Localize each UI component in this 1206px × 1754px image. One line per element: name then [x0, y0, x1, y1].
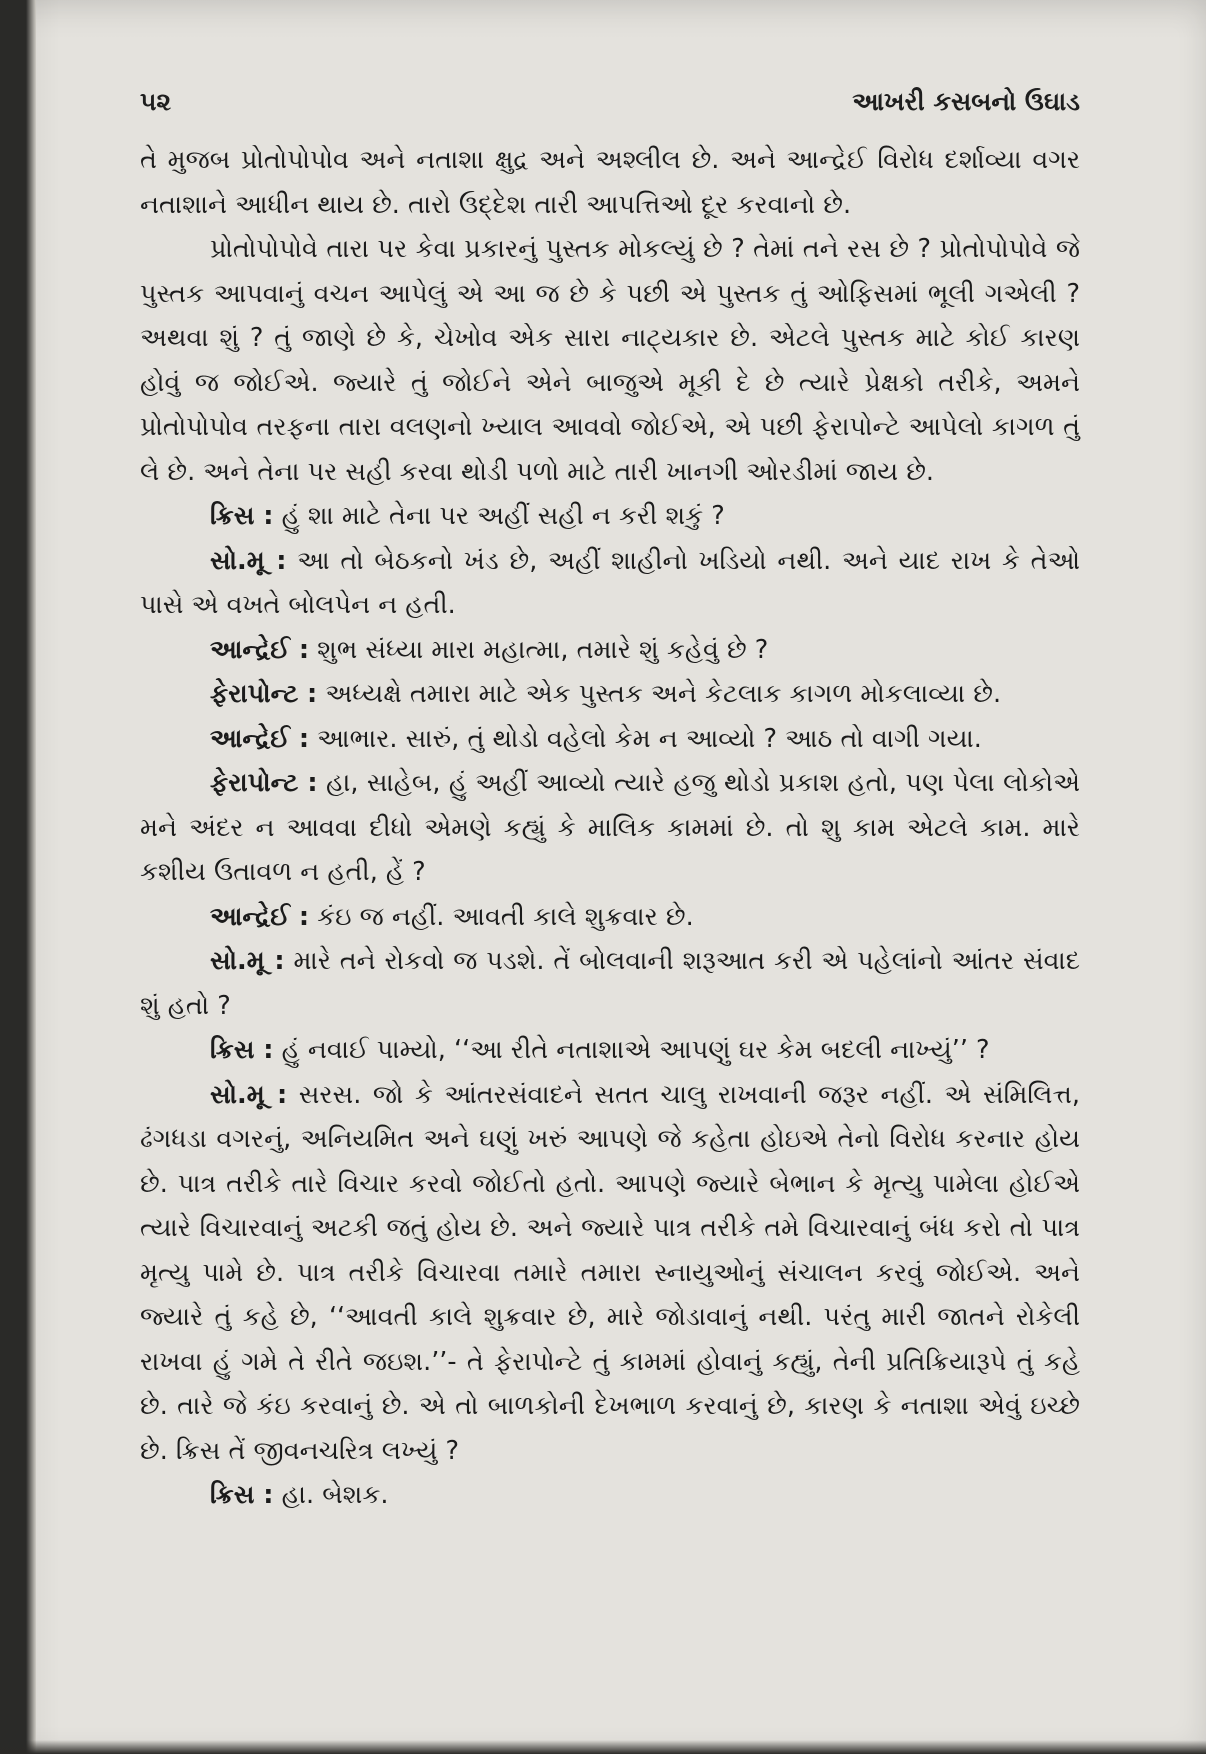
speaker-label: સો.મૂ :: [210, 1079, 288, 1110]
paragraph: [140, 227, 1080, 494]
page-header: [140, 84, 1080, 120]
dialogue-text: મારે તને રોકવો જ પડશે. તેં બોલવાની શરૂઆત કરી એ પહેલાંનો આંતર સંવાદ શું હતો ?: [140, 946, 1080, 1021]
page-binding-shadow: [0, 0, 36, 1754]
running-title: આખરી કસબનો ઉઘાડ: [852, 87, 1080, 116]
speaker-label: ફેરાપોન્ટ :: [210, 768, 318, 798]
dialogue-text: હા, સાહેબ, હું અહીં આવ્યો ત્યારે હજુ થોડો પ્રકાશ હતો, પણ પેલા લોકોએ મને અંદર ન આવવા દીધો એમણે કહ્યું કે માલિક કામમાં છે. તો શુ કામ એટલે કામ. મારે કશીય ઉતાવળ ન હતી, હેં ?: [140, 768, 1081, 887]
dialogue-line: [140, 895, 1080, 940]
dialogue-line: [140, 717, 1080, 762]
paragraph-text: પ્રોતોપોપોવે તારા પર કેવા પ્રકારનું પુસ્તક મોકલ્યું છે ? તેમાં તને રસ છે ? પ્રોતોપોપોવે જે પુસ્તક આપવાનું વચન આપેલું એ આ જ છે કે પછી એ પુસ્તક તું ઓફિસમાં ભૂલી ગએલી ? અથવા શું ? તું જાણે છે કે, ચેખોવ એક સારા નાટ્યકાર છે. એટલે પુસ્તક માટે કોઈ કારણ હોવું જ જોઈએ. જ્યારે તું જોઈને એને બાજુએ મૂકી દે છે ત્યારે પ્રેક્ષકો તરીકે, અમને પ્રોતોપોપોવ તરફના તારા વલણનો ખ્યાલ આવવો જોઈએ, એ પછી ફેરાપોન્ટે આપેલો કાગળ તું લે છે. અને તેના પર સહી કરવા થોડી પળો માટે તારી ખાનગી ઓરડીમાં જાય છે.: [140, 234, 1080, 487]
speaker-label: ક્રિસ :: [210, 1480, 274, 1510]
dialogue-text: હા. બેશક.: [281, 1480, 389, 1510]
dialogue-text: સરસ. જો કે આંતરસંવાદને સતત ચાલુ રાખવાની જરૂર નહીં. એ સંમિલિત્ત, ઢંગધડા વગરનું, અનિયમિત અને ઘણું ખરું આપણે જે કહેતા હોઇએ તેનો વિરોધ કરનાર હોય છે. પાત્ર તરીકે તારે વિચાર કરવો જોઈતો હતો. આપણે જ્યારે બેભાન કે મૃત્યુ પામેલા હોઈએ ત્યારે વિચારવાનું અટકી જતું હોય છે. અને જ્યારે પાત્ર તરીકે તમે વિચારવાનું બંધ કરો તો પાત્ર મૃત્યુ પામે છે. પાત્ર તરીકે વિચારવા તમારે તમારા સ્નાયુઓનું સંચાલન કરવું જોઈએ. અને જ્યારે તું કહે છે, ‘‘આવતી કાલે શુક્રવાર છે, મારે જોડાવાનું નથી. પરંતુ મારી જાતને રોકેલી રાખવા હું ગમે તે રીતે જઇશ.’’- તે ફેરાપોન્ટે તું કામમાં હોવાનું કહ્યું, તેની પ્રતિક્રિયારૂપે તું કહે છે. તારે જે કંઇ કરવાનું છે. એ તો બાળકોની દેખભાળ કરવાનું છે, કારણ કે નતાશા એવું ઇચ્છે છે. ક્રિસ તેં જીવનચરિત્ર લખ્યું ?: [140, 1079, 1081, 1466]
speaker-label: સો.મૂ :: [210, 946, 285, 976]
speaker-label: ક્રિસ :: [210, 1035, 274, 1065]
dialogue-line: [140, 939, 1080, 1028]
dialogue-line: [140, 1473, 1080, 1518]
page-bottom-shadow: [0, 1740, 1206, 1754]
dialogue-line: [140, 672, 1080, 717]
dialogue-line: [140, 1073, 1080, 1474]
dialogue-line: [140, 1028, 1080, 1073]
speaker-label: ફેરાપોન્ટ :: [210, 679, 318, 709]
dialogue-text: કંઇ જ નહીં. આવતી કાલે શુક્રવાર છે.: [317, 901, 694, 932]
dialogue-line: [140, 761, 1080, 895]
dialogue-text: અધ્યક્ષે તમારા માટે એક પુસ્તક અને કેટલાક કાગળ મોકલાવ્યા છે.: [325, 679, 1002, 709]
speaker-label: આન્દ્રેઈ :: [210, 901, 310, 932]
dialogue-line: [140, 539, 1080, 628]
dialogue-text: શુભ સંધ્યા મારા મહાત્મા, તમારે શું કહેવું છે ?: [317, 634, 769, 665]
dialogue-text: હું શા માટે તેના પર અહીં સહી ન કરી શકું ?: [281, 501, 725, 531]
dialogue-text: આ તો બેઠકનો ખંડ છે, અહીં શાહીનો ખડિયો નથી. અને યાદ રાખ કે તેઓ પાસે એ વખતે બોલપેન ન હતી.: [140, 545, 1081, 620]
speaker-label: સો.મૂ :: [210, 545, 287, 576]
speaker-label: ક્રિસ :: [210, 501, 274, 531]
page-number: ૫૨: [140, 87, 172, 116]
speaker-label: આન્દ્રેઈ :: [210, 634, 310, 665]
dialogue-text: હું નવાઈ પામ્યો, ‘‘આ રીતે નતાશાએ આપણું ઘર કેમ બદલી નાખ્યું’’ ?: [281, 1035, 990, 1065]
dialogue-text: આભાર. સારું, તું થોડો વહેલો કેમ ન આવ્યો ? આઠ તો વાગી ગયા.: [317, 723, 982, 754]
paragraph: [140, 138, 1080, 227]
dialogue-line: [140, 494, 1080, 539]
speaker-label: આન્દ્રેઈ :: [210, 723, 310, 754]
page-body: [140, 138, 1080, 1518]
paragraph-text: તે મુજબ પ્રોતોપોપોવ અને નતાશા ક્ષુદ્ર અને અશ્લીલ છે. અને આન્દ્રેઈ વિરોધ દર્શાવ્યા વગર નતાશાને આધીન થાય છે. તારો ઉદ્દેશ તારી આપત્તિઓ દૂર કરવાનો છે.: [140, 145, 1080, 220]
dialogue-line: [140, 628, 1080, 673]
